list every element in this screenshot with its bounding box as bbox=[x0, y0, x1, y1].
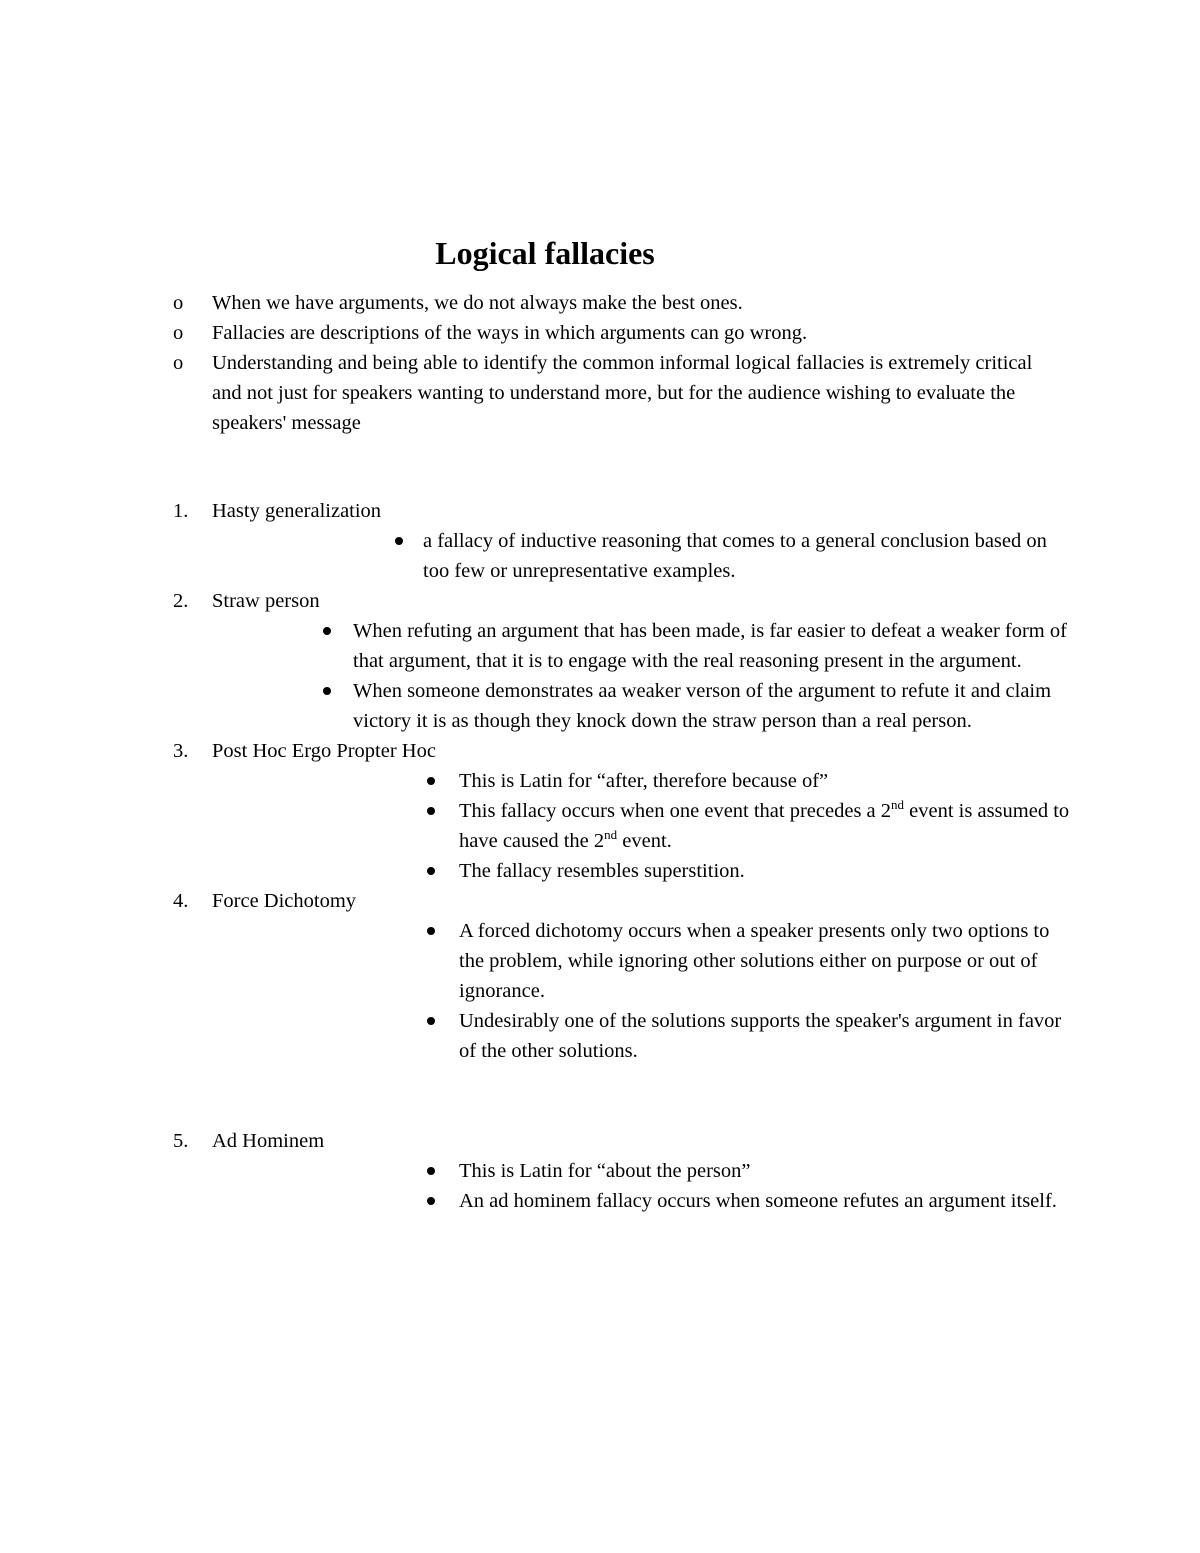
fallacy-name: Ad Hominem bbox=[212, 1130, 325, 1152]
intro-item bbox=[173, 288, 1053, 318]
fallacy-point bbox=[459, 1156, 1073, 1186]
fallacy-item bbox=[173, 586, 1073, 736]
bullet-icon bbox=[323, 687, 331, 695]
fallacy-name: Straw person bbox=[212, 590, 320, 612]
fallacy-name: Post Hoc Ergo Propter Hoc bbox=[212, 740, 436, 762]
fallacy-item bbox=[173, 496, 1073, 586]
bullet-icon bbox=[427, 1197, 435, 1205]
bullet-icon bbox=[427, 807, 435, 815]
fallacy-point bbox=[459, 1186, 1073, 1216]
fallacy-point-text: This is Latin for “after, therefore because of” bbox=[459, 770, 829, 792]
fallacy-point bbox=[459, 796, 1073, 856]
fallacy-point-text: When refuting an argument that has been made, is far easier to defeat a weaker form of that argument, that it is to engage with the real reasoning present in the argument. bbox=[353, 620, 1067, 672]
fallacy-points bbox=[173, 916, 1073, 1066]
intro-text: Fallacies are descriptions of the ways in which arguments can go wrong. bbox=[212, 322, 808, 344]
bullet-icon bbox=[427, 777, 435, 785]
intro-item bbox=[173, 348, 1053, 438]
fallacy-point-text: The fallacy resembles superstition. bbox=[459, 860, 745, 882]
page-title: Logical fallacies bbox=[435, 235, 655, 271]
fallacy-point-text: This is Latin for “about the person” bbox=[459, 1160, 751, 1182]
bullet-icon bbox=[427, 927, 435, 935]
fallacy-point-text: When someone demonstrates aa weaker verson of the argument to refute it and claim victory it is as though they knock down the straw person than a real person. bbox=[353, 680, 1052, 732]
bullet-icon bbox=[427, 1017, 435, 1025]
bullet-icon bbox=[323, 627, 331, 635]
intro-list bbox=[173, 288, 1053, 438]
fallacy-number: 1. bbox=[173, 500, 189, 522]
fallacy-number: 5. bbox=[173, 1130, 189, 1152]
fallacy-points bbox=[173, 616, 1073, 736]
fallacy-point-text: This fallacy occurs when one event that precedes a 2nd event is assumed to have caused the 2nd event. bbox=[459, 797, 1070, 852]
fallacy-number: 4. bbox=[173, 890, 189, 912]
bullet-icon bbox=[427, 867, 435, 875]
fallacy-point bbox=[423, 526, 1073, 586]
fallacy-point-text: a fallacy of inductive reasoning that comes to a general conclusion based on too few or unrepresentative examples. bbox=[423, 530, 1047, 582]
fallacy-points bbox=[173, 1156, 1073, 1216]
fallacy-list bbox=[173, 496, 1073, 1216]
intro-text: When we have arguments, we do not always make the best ones. bbox=[212, 292, 743, 314]
fallacy-item bbox=[173, 886, 1073, 1066]
fallacy-points bbox=[173, 526, 1073, 586]
fallacy-name: Force Dichotomy bbox=[212, 890, 357, 912]
fallacy-points bbox=[173, 766, 1073, 886]
fallacy-point bbox=[353, 676, 1073, 736]
spacer bbox=[173, 1066, 1073, 1126]
fallacy-point bbox=[459, 916, 1073, 1006]
fallacy-number: 3. bbox=[173, 740, 189, 762]
fallacy-point bbox=[459, 1006, 1073, 1066]
bullet-icon bbox=[395, 537, 403, 545]
fallacy-point-text: A forced dichotomy occurs when a speaker presents only two options to the problem, while ignoring other solutions either on purpose or out of ignorance. bbox=[459, 920, 1050, 1002]
fallacy-name: Hasty generalization bbox=[212, 500, 382, 522]
fallacy-point bbox=[459, 856, 1073, 886]
fallacy-point bbox=[459, 766, 1073, 796]
circle-bullet-icon: o bbox=[173, 322, 184, 344]
intro-item bbox=[173, 318, 1053, 348]
fallacy-item bbox=[173, 1126, 1073, 1216]
fallacy-point bbox=[353, 616, 1073, 676]
bullet-icon bbox=[427, 1167, 435, 1175]
fallacy-item bbox=[173, 736, 1073, 886]
intro-text: Understanding and being able to identify the common informal logical fallacies is extremely critical and not just for speakers wanting to understand more, but for the audience wishing to evaluate the speakers' message bbox=[212, 352, 1033, 434]
fallacy-number: 2. bbox=[173, 590, 189, 612]
fallacy-point-text: Undesirably one of the solutions supports the speaker's argument in favor of the other solutions. bbox=[459, 1010, 1062, 1062]
circle-bullet-icon: o bbox=[173, 292, 184, 314]
circle-bullet-icon: o bbox=[173, 352, 184, 374]
fallacy-point-text: An ad hominem fallacy occurs when someone refutes an argument itself. bbox=[459, 1190, 1057, 1212]
